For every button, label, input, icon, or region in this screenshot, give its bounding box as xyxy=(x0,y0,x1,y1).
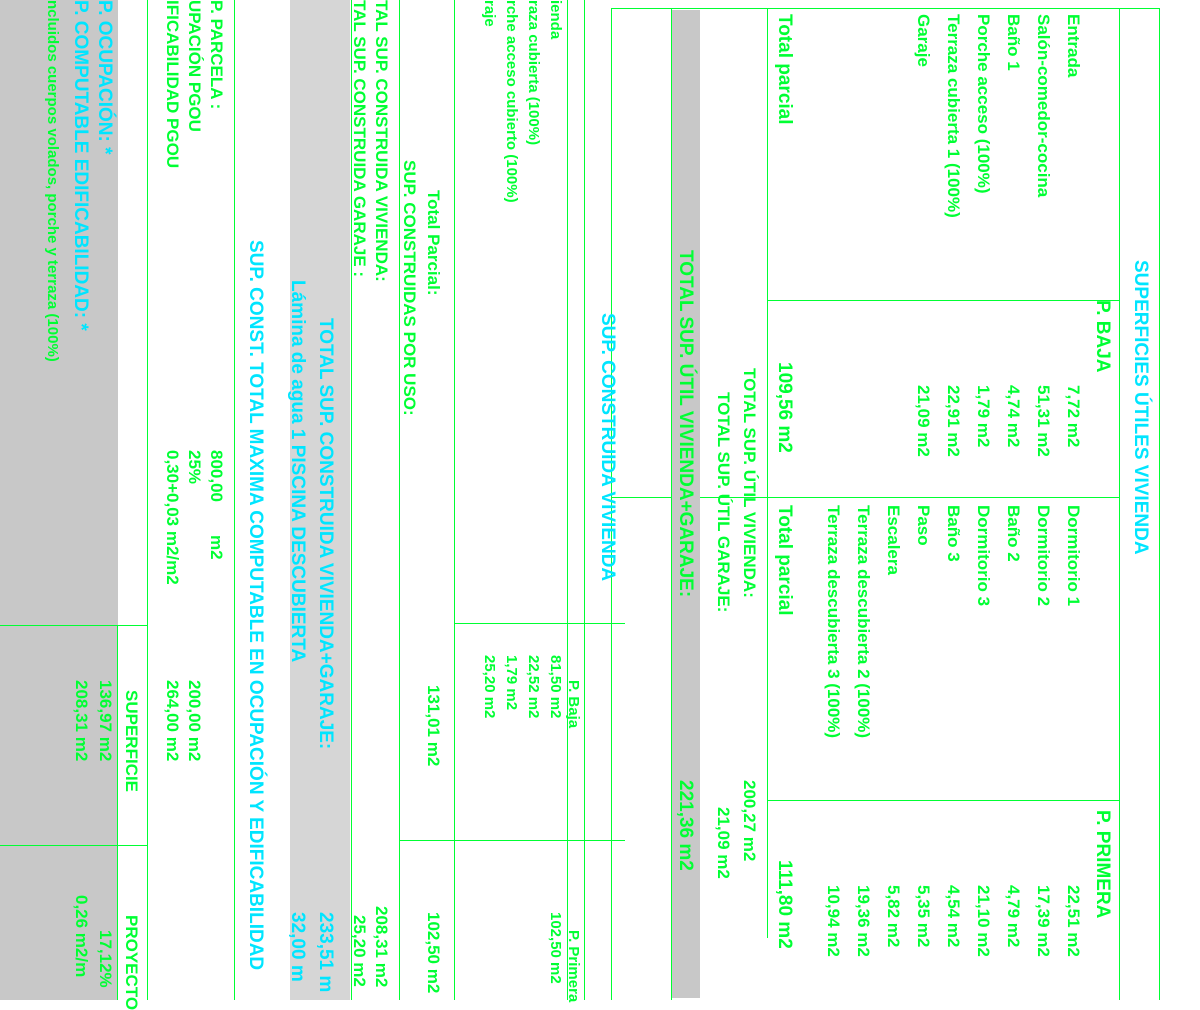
construida-row-label: raza cubierta (100%) xyxy=(525,0,542,146)
util-primera-row-value: 10,94 m2 xyxy=(824,885,843,957)
util-total-garaje-value: 21,09 m2 xyxy=(714,807,733,879)
util-baja-row-label: Baño 1 xyxy=(1004,14,1023,71)
construida-col-divider-1 xyxy=(455,623,625,624)
construida-parcial-baja: 131,01 m2 xyxy=(424,685,443,767)
util-baja-row-value: 1,79 m2 xyxy=(974,385,993,448)
util-baja-row-value: 4,74 m2 xyxy=(1004,385,1023,448)
computable-row-label: UPACIÓN PGOU xyxy=(185,0,204,132)
construida-top-border xyxy=(584,0,585,1000)
util-total-vivienda-label: TOTAL SUP. ÚTIL VIVIENDA: xyxy=(740,368,759,598)
util-baja-row-label: Terraza cubierta 1 (100%) xyxy=(944,14,963,218)
util-parcial-label-baja: Total parcial xyxy=(774,14,795,125)
util-table-top-border xyxy=(1159,8,1160,1000)
computable-ocupacion-sup: 136,97 m2 xyxy=(96,680,115,762)
computable-row-max: 200,00 m2 xyxy=(185,680,204,762)
computable-top-border xyxy=(234,0,235,1000)
util-parcial-value-baja: 109,56 m2 xyxy=(774,362,795,453)
construida-row-label: rche acceso cubierto (100%) xyxy=(503,0,520,203)
util-grand-total-value: 221,36 m2 xyxy=(675,780,696,871)
util-primera-row-value: 5,35 m2 xyxy=(914,885,933,948)
construida-parcial-divider xyxy=(454,0,455,1000)
construida-parcial-primera: 102,50 m2 xyxy=(424,912,443,994)
computable-row-max: 264,00 m2 xyxy=(163,680,182,762)
util-parcial-value-primera: 111,80 m2 xyxy=(774,860,795,949)
computable-edif-label: P. COMPUTABLE EDIFICABILIDAD: * xyxy=(70,0,91,331)
computable-row-value: 25% xyxy=(185,450,204,485)
construida-uso-title: SUP. CONSTRUIDAS POR USO: xyxy=(400,160,419,416)
computable-edif-sup: 208,31 m2 xyxy=(72,680,91,762)
construida-uso-vivienda-label: TAL SUP. CONSTRUIDA VIVIENDA: xyxy=(372,0,391,282)
util-primera-row-value: 22,51 m2 xyxy=(1064,885,1083,957)
computable-note: ncluidos cuerpos volados, porche y terraza (100%) xyxy=(44,0,61,362)
construida-header-divider xyxy=(567,0,568,1000)
util-primera-row-value: 21,10 m2 xyxy=(974,885,993,957)
util-primera-row-label: Dormitorio 2 xyxy=(1034,505,1053,607)
computable-title: SUP. CONST. TOTAL MAXIMA COMPUTABLE EN OCUPACIÓN Y EDIFICABILIDAD xyxy=(245,240,266,971)
construida-row-baja: 25,20 m2 xyxy=(481,655,498,719)
construida-col-baja: P. Baja xyxy=(565,680,582,729)
construida-row-baja: 22,52 m2 xyxy=(525,655,542,719)
construida-uso-divider xyxy=(399,0,400,1000)
util-col-baja: P. BAJA xyxy=(1092,300,1113,373)
computable-ocupacion-label: P. OCUPACIÓN: * xyxy=(94,0,115,155)
computable-mid-divider xyxy=(147,0,148,1000)
util-parcial-label-primera: Total parcial xyxy=(774,505,795,616)
computable-ocupacion-proy: 17,12% xyxy=(96,930,115,988)
construida-uso-garaje-value: 25,20 m2 xyxy=(350,915,369,987)
util-baja-row-value: 51,31 m2 xyxy=(1034,385,1053,457)
util-primera-row-label: Dormitorio 3 xyxy=(974,505,993,607)
util-col-primera: P. PRIMERA xyxy=(1092,810,1113,919)
util-primera-row-value: 4,79 m2 xyxy=(1004,885,1023,948)
construida-row-label: ienda xyxy=(547,0,564,40)
construida-total-value: 233,51 m xyxy=(315,912,336,993)
util-grand-total-label: TOTAL SUP. ÚTIL VIVIENDA+GARAJE: xyxy=(675,250,696,598)
util-baja-row-value: 22,91 m2 xyxy=(944,385,963,457)
util-baja-row-label: Garaje xyxy=(914,14,933,67)
construida-col-primera: P. Primera xyxy=(565,930,582,1003)
construida-parcial-label: Total Parcial: xyxy=(424,190,443,296)
util-baja-row-label: Porche acceso (100%) xyxy=(974,14,993,194)
util-baja-row-label: Entrada xyxy=(1064,14,1083,78)
construida-row-label: raje xyxy=(481,0,498,27)
util-primera-row-label: Terraza descubierta 2 (100%) xyxy=(854,505,873,739)
computable-col-divider-2 xyxy=(0,845,148,846)
util-primera-row-label: Escalera xyxy=(884,505,903,575)
computable-row-label: IFICABILIDAD PGOU xyxy=(163,0,182,169)
construida-piscina-label: Lámina de agua 1 PISCINA DESCUBIERTA xyxy=(287,280,308,663)
computable-row-label: P. PARCELA : xyxy=(207,0,226,110)
util-total-vivienda-value: 200,27 m2 xyxy=(740,780,759,862)
util-total-divider xyxy=(767,8,768,938)
construida-col-divider-2 xyxy=(400,840,625,841)
util-baja-row-value: 21,09 m2 xyxy=(914,385,933,457)
computable-col-superficie: SUPERFICIE xyxy=(122,690,141,793)
util-title: SUPERFICIES ÚTILES VIVIENDA xyxy=(1130,260,1151,555)
util-baja-row-value: 7,72 m2 xyxy=(1064,385,1083,448)
util-total-garaje-label: TOTAL SUP. ÚTIL GARAJE: xyxy=(714,392,733,613)
util-primera-row-value: 19,36 m2 xyxy=(854,885,873,957)
construida-uso-vivienda-value: 208,31 m2 xyxy=(372,906,391,988)
computable-col-divider-1 xyxy=(0,625,148,626)
computable-edif-proy: 0,26 m2/m xyxy=(72,895,91,978)
computable-row-unit: m2 xyxy=(207,535,226,560)
construida-row-baja: 81,50 m2 xyxy=(547,655,564,719)
util-primera-row-label: Dormitorio 1 xyxy=(1064,505,1083,607)
construida-row-primera: 102,50 m2 xyxy=(547,912,564,984)
construida-uso-garaje-label: TAL SUP. CONSTRUIDA GARAJE : xyxy=(350,0,369,278)
util-primera-row-value: 5,82 m2 xyxy=(884,885,903,948)
util-primera-value-divider xyxy=(768,800,1120,801)
construida-row-baja: 1,79 m2 xyxy=(503,655,520,711)
construida-total-label: TOTAL SUP. CONSTRUIDA VIVIENDA+GARAJE: xyxy=(315,318,336,750)
computable-col-proyecto: PROYECTO xyxy=(122,915,141,1010)
util-baja-row-label: Salón-comedor-cocina xyxy=(1034,14,1053,198)
util-baja-value-divider xyxy=(768,300,1120,301)
util-header-divider xyxy=(1119,8,1120,1000)
util-primera-row-value: 17,39 m2 xyxy=(1034,885,1053,957)
construida-title: SUP. CONSTRUIDA VIVIENDA xyxy=(597,313,618,582)
computable-head-divider xyxy=(117,625,118,1000)
construida-piscina-value: 32,00 m xyxy=(287,912,308,982)
util-primera-row-label: Baño 3 xyxy=(944,505,963,562)
util-primera-row-label: Baño 2 xyxy=(1004,505,1023,562)
computable-row-value: 0,30+0,03 m2/m2 xyxy=(163,450,182,585)
util-primera-row-label: Paso xyxy=(914,505,933,546)
util-table-left-border xyxy=(612,8,1160,9)
util-primera-row-label: Terraza descubierta 3 (100%) xyxy=(824,505,843,739)
util-primera-row-value: 4,54 m2 xyxy=(944,885,963,948)
computable-row-value: 800,00 xyxy=(207,450,226,502)
